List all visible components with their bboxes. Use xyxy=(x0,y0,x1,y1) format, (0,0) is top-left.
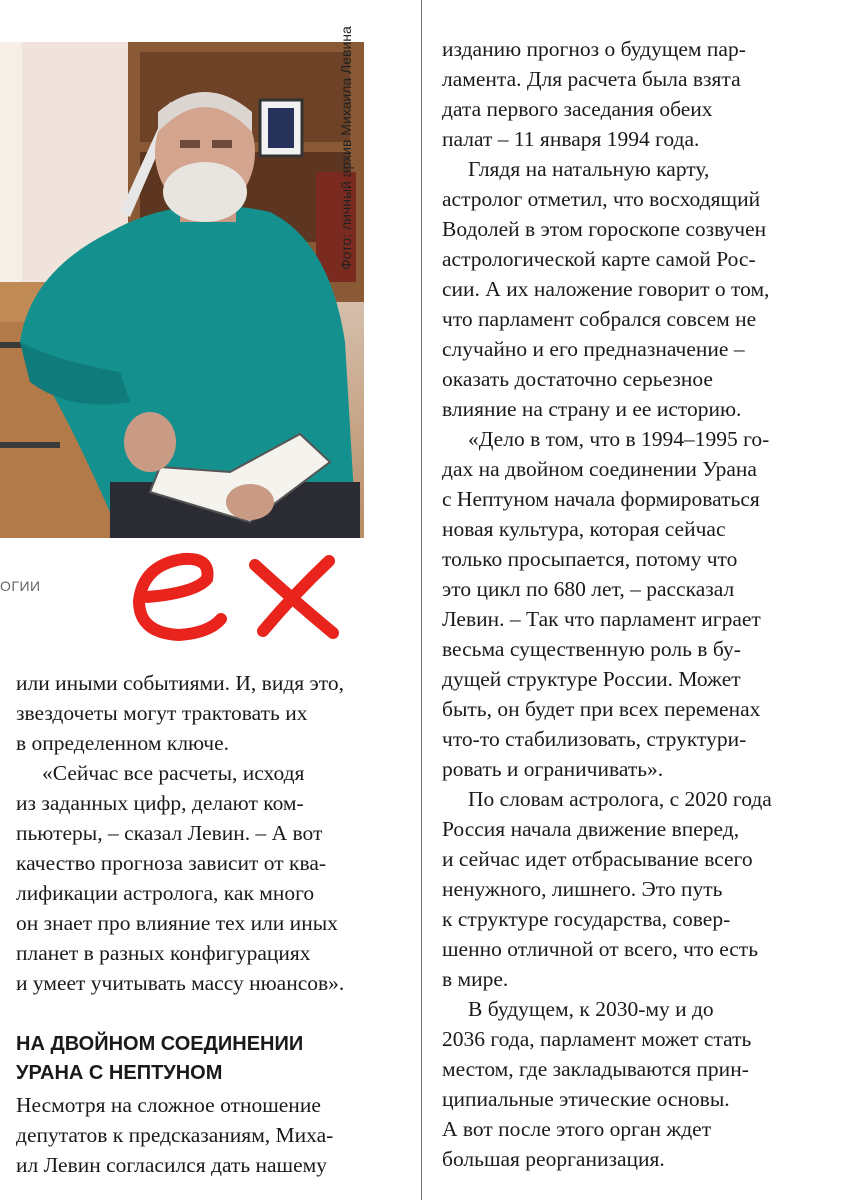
text-line: сии. А их наложение говорит о том, xyxy=(442,277,770,301)
text-line: изданию прогноз о будущем пар- xyxy=(442,37,746,61)
text-line: Водолей в этом гороскопе созвучен xyxy=(442,217,767,241)
text-line: большая реорганизация. xyxy=(442,1147,665,1171)
text-line: звездочеты могут трактовать их xyxy=(16,701,308,725)
text-line: ламента. Для расчета была взята xyxy=(442,67,741,91)
text-line: Несмотря на сложное отношение xyxy=(16,1093,321,1117)
text-line: А вот после этого орган ждет xyxy=(442,1117,712,1141)
text-line: ненужного, лишнего. Это путь xyxy=(442,877,723,901)
text-line: дата первого заседания обеих xyxy=(442,97,713,121)
text-line: из заданных цифр, делают ком- xyxy=(16,791,304,815)
column-divider xyxy=(421,0,422,1200)
text-line: Глядя на натальную карту, xyxy=(468,157,710,181)
text-line: он знает про влияние тех или иных xyxy=(16,911,338,935)
text-line: влияние на страну и ее историю. xyxy=(442,397,742,421)
text-line: случайно и его предназначение – xyxy=(442,337,745,361)
text-line: ципиальные этические основы. xyxy=(442,1087,730,1111)
text-line: новая культура, которая сейчас xyxy=(442,517,726,541)
text-line: в определенном ключе. xyxy=(16,731,230,755)
text-line: в мире. xyxy=(442,967,509,991)
text-line: «Сейчас все расчеты, исходя xyxy=(42,761,305,785)
heading-line: НА ДВОЙНОМ СОЕДИНЕНИИ xyxy=(16,1033,304,1055)
left-column xyxy=(16,668,408,998)
text-line: и умеет учитывать массу нюансов». xyxy=(16,971,345,995)
text-line: с Нептуном начала формироваться xyxy=(442,487,760,511)
text-line: шенно отличной от всего, что есть xyxy=(442,937,759,961)
text-line: палат – 11 января 1994 года. xyxy=(442,127,700,151)
text-line: только просыпается, потому что xyxy=(442,547,738,571)
text-line: что парламент собрался совсем не xyxy=(442,307,757,331)
text-line: быть, он будет при всех переменах xyxy=(442,697,761,721)
text-line: дах на двойном соединении Урана xyxy=(442,457,757,481)
text-line: качество прогноза зависит от ква- xyxy=(16,851,327,875)
section-heading xyxy=(16,1030,408,1088)
text-line: Россия начала движение вперед, xyxy=(442,817,740,841)
text-line: астрологической карте самой Рос- xyxy=(442,247,756,271)
handwritten-ex-mark xyxy=(125,535,365,645)
text-line: астролог отметил, что восходящий xyxy=(442,187,761,211)
text-line: ровать и ограничивать». xyxy=(442,757,664,781)
text-line: весьма существенную роль в бу- xyxy=(442,637,741,661)
text-line: 2036 года, парламент может стать xyxy=(442,1027,752,1051)
text-line: «Дело в том, что в 1994–1995 го- xyxy=(468,427,770,451)
text-line: к структуре государства, совер- xyxy=(442,907,731,931)
text-line: По словам астролога, с 2020 года xyxy=(468,787,772,811)
text-line: и сейчас идет отбрасывание всего xyxy=(442,847,753,871)
text-line: оказать достаточно серьезное xyxy=(442,367,713,391)
text-line: или иными событиями. И, видя это, xyxy=(16,671,344,695)
text-line: лификации астролога, как много xyxy=(16,881,315,905)
text-line: В будущем, к 2030-му и до xyxy=(468,997,714,1021)
text-line: это цикл по 680 лет, – рассказал xyxy=(442,577,735,601)
text-line: дущей структуре России. Может xyxy=(442,667,741,691)
text-line: планет в разных конфигурациях xyxy=(16,941,311,965)
caption-fragment: ОГИИ xyxy=(0,578,41,594)
heading-line: УРАНА С НЕПТУНОМ xyxy=(16,1062,223,1084)
text-line: ил Левин согласился дать нашему xyxy=(16,1153,328,1177)
text-line: Левин. – Так что парламент играет xyxy=(442,607,761,631)
text-line: депутатов к предсказаниям, Миха- xyxy=(16,1123,334,1147)
article-photo xyxy=(0,42,364,538)
text-line: что-то стабилизовать, структури- xyxy=(442,727,747,751)
left-column-continued xyxy=(16,1090,408,1180)
text-line: местом, где закладываются прин- xyxy=(442,1057,749,1081)
photo-illustration xyxy=(0,42,364,538)
right-column xyxy=(442,34,837,1174)
text-line: пьютеры, – сказал Левин. – А вот xyxy=(16,821,323,845)
